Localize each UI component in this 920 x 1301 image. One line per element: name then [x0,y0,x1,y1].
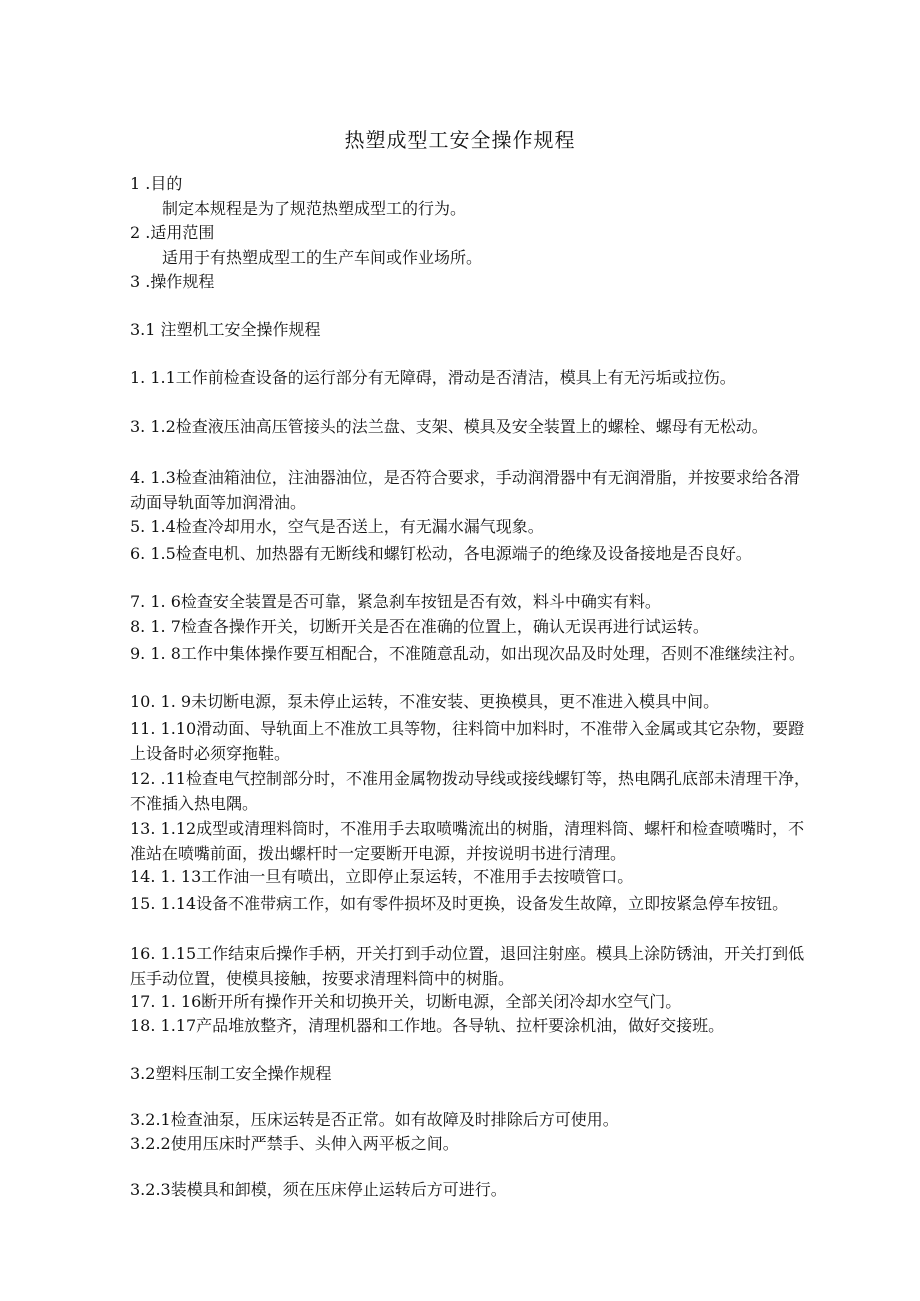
list-item: 3.2.3装模具和卸模，须在压床停止运转后方可进行。 [130,1180,507,1199]
section-2-body: 适用于有热塑成型工的生产车间或作业场所。 [162,248,483,267]
list-item: 3. 1.2检查液压油高压管接头的法兰盘、支架、模具及安全装置上的螺栓、螺母有无松动。 [130,417,768,436]
list-item: 3.2.1检查油泵，压床运转是否正常。如有故障及时排除后方可使用。 [130,1110,619,1129]
section-1-body: 制定本规程是为了规范热塑成型工的行为。 [162,199,467,218]
list-item: 9. 1. 8工作中集体操作要互相配合，不准随意乱动，如出现次品及时处理，否则不准继续注衬。 [130,644,805,663]
list-item: 5. 1.4检查冷却用水，空气是否送上，有无漏水漏气现象。 [130,517,544,536]
list-item: 16. 1.15工作结束后操作手柄，开关打到手动位置，退回注射座。模具上涂防锈油，开关打到低压手动位置，使模具接触，按要求清理料筒中的树脂。 [130,944,805,988]
list-item: 15. 1.14设备不准带病工作，如有零件损坏及时更换，设备发生故障，立即按紧急停车按钮。 [130,894,789,913]
section-2-heading: 2 .适用范围 [130,223,215,242]
list-item: 17. 1. 16断开所有操作开关和切换开关，切断电源，全部关闭冷却水空气门。 [130,992,682,1011]
list-item: 6. 1.5检查电机、加热器有无断线和螺钉松动，各电源端子的绝缘及设备接地是否良好。 [130,544,752,563]
list-item: 4. 1.3检查油箱油位，注油器油位，是否符合要求，手动润滑器中有无润滑脂，并按要求给各滑动面导轨面等加润滑油。 [130,468,800,512]
list-item: 3.2.2使用压床时严禁手、头伸入两平板之间。 [130,1134,459,1153]
section-3-2-heading: 3.2塑料压制工安全操作规程 [130,1064,332,1083]
section-1-heading: 1 .目的 [130,174,183,193]
list-item: 7. 1. 6检查安全装置是否可靠，紧急刹车按钮是否有效，料斗中确实有料。 [130,592,661,611]
document-title: 热塑成型工安全操作规程 [344,128,576,152]
list-item: 8. 1. 7检查各操作开关，切断开关是否在准确的位置上，确认无误再进行试运转。 [130,617,709,636]
section-3-heading: 3 .操作规程 [130,272,215,291]
list-item: 14. 1. 13工作油一旦有喷出，立即停止泵运转，不准用手去按喷管口。 [130,867,634,886]
list-item: 1. 1.1工作前检查设备的运行部分有无障碍，滑动是否清洁，模具上有无污垢或拉伤。 [130,368,736,387]
list-item: 18. 1.17产品堆放整齐，清理机器和工作地。各导轨、拉杆要涂机油，做好交接班。 [130,1016,725,1035]
list-item: 12. .11检查电气控制部分时，不准用金属物拨动导线或接线螺钉等，热电隅孔底部未清理干净，不准插入热电隅。 [130,769,810,813]
list-item: 11. 1.10滑动面、导轨面上不准放工具等物，往料筒中加料时，不准带入金属或其它杂物，要蹬上设备时必须穿拖鞋。 [130,719,805,763]
list-item: 10. 1. 9未切断电源，泵未停止运转，不准安装、更换模具，更不准进入模具中间。 [130,692,720,711]
section-3-1-heading: 3.1 注塑机工安全操作规程 [130,320,321,339]
list-item: 13. 1.12成型或清理料筒时，不准用手去取喷嘴流出的树脂，清理料筒、螺杆和检查喷嘴时，不准站在喷嘴前面，拨出螺杆时一定要断开电源，并按说明书进行清理。 [130,819,805,863]
